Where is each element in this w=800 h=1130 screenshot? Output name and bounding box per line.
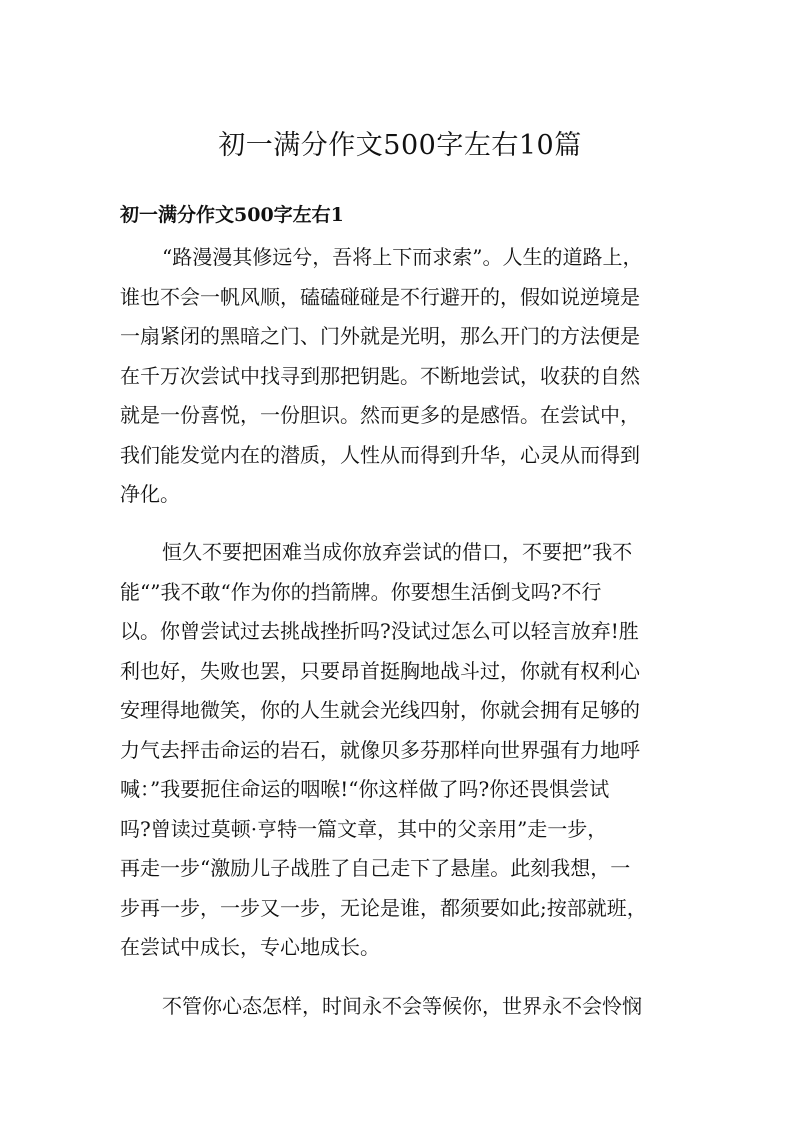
paragraph-line (120, 238, 682, 278)
paragraph-1 (120, 238, 682, 515)
document-title: 初一满分作文500字左右10篇 (218, 130, 582, 161)
paragraph-line: 安理得地微笑，你的人生就会光线四射，你就会拥有足够的 (120, 698, 640, 722)
paragraph-3 (120, 987, 682, 1027)
paragraph-line: 谁也不会一帆风顺，磕磕碰碰是不行避开的，假如说逆境是 (120, 284, 640, 309)
paragraph-line: 力气去抨击命运的岩石，就像贝多芬那样向世界强有力地呼 (120, 737, 640, 762)
paragraph-2 (120, 533, 682, 968)
paragraph-line (120, 987, 682, 1027)
paragraph-line: 喊：”我要扼住命运的咽喉!“你这样做了吗?你还畏惧尝试 (120, 777, 610, 801)
paragraph-line-text: “路漫漫其修远兮，吾将上下而求索”。人生的道路上， (162, 245, 643, 269)
paragraph-line-text: 恒久不要把困难当成你放弃尝试的借口，不要把”我不 (162, 540, 633, 564)
section-heading: 初一满分作文500字左右1 (120, 204, 344, 226)
paragraph-line: 步再一步，一步又一步，无论是谁，都须要如此;按部就班， (120, 895, 647, 920)
paragraph-line: 吗?曾读过莫顿·亨特一篇文章，其中的父亲用”走一步， (120, 816, 608, 841)
paragraph-line: 我们能发觉内在的潜质，人性从而得到升华，心灵从而得到 (120, 442, 640, 467)
paragraph-line: 再走一步“激励儿子战胜了自己走下了悬崖。此刻我想，一 (120, 856, 631, 880)
paragraph-line: 净化。 (120, 482, 180, 506)
paragraph-line: 以。你曾尝试过去挑战挫折吗?没试过怎么可以轻言放弃!胜 (120, 619, 639, 643)
paragraph-line-text: 不管你心态怎样，时间永不会等候你，世界永不会怜悯 (162, 994, 642, 1018)
paragraph-line (120, 533, 682, 573)
paragraph-line: 一扇紧闭的黑暗之门、门外就是光明，那么开门的方法便是 (120, 324, 640, 348)
paragraph-line: 利也好，失败也罢，只要昂首挺胸地战斗过，你就有权利心 (120, 658, 640, 683)
paragraph-line: 在尝试中成长，专心地成长。 (120, 935, 380, 959)
paragraph-line: 在千万次尝试中找寻到那把钥匙。不断地尝试，收获的自然 (120, 363, 640, 388)
paragraph-line: 能“”我不敢“作为你的挡箭牌。你要想生活倒戈吗?不行 (120, 579, 602, 604)
paragraph-line: 就是一份喜悦，一份胆识。然而更多的是感悟。在尝试中， (120, 403, 640, 427)
